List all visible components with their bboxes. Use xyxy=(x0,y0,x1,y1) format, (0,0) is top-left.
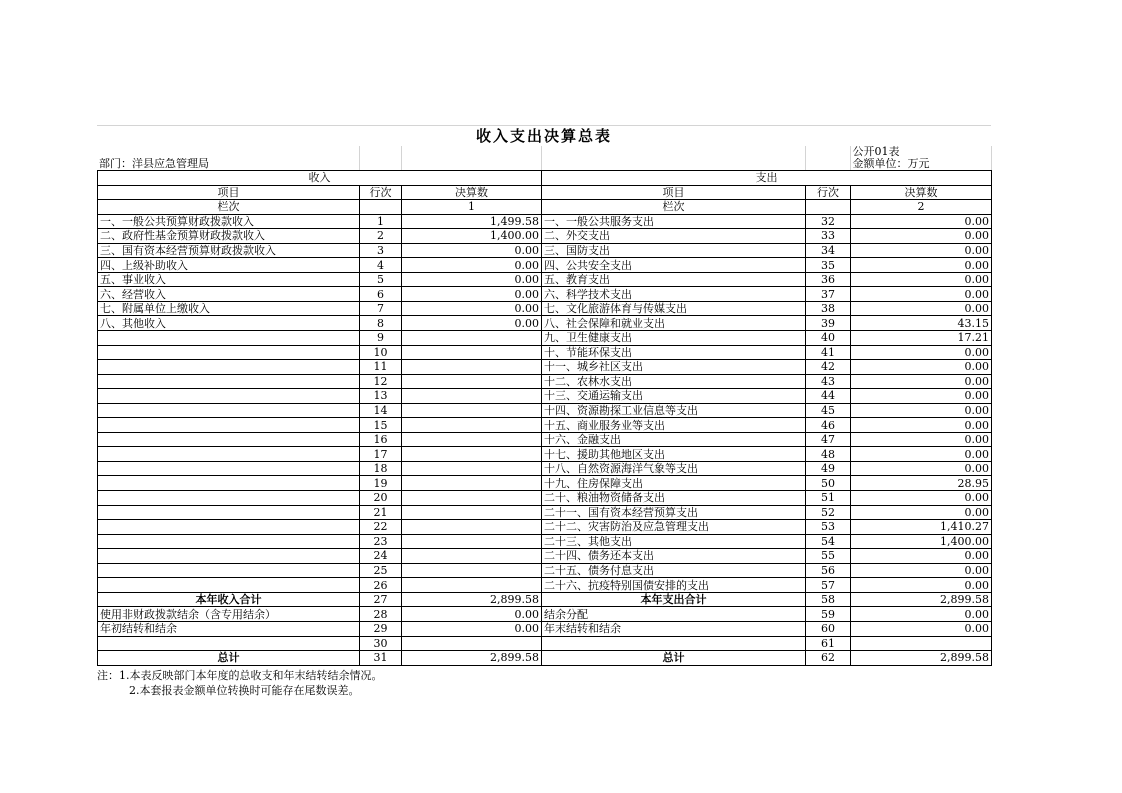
total-row xyxy=(98,651,992,666)
income-amount-cell: 0.00 xyxy=(402,272,542,287)
income-item-cell: 二、政府性基金预算财政拨款收入 xyxy=(98,229,360,244)
income-rowno-cell: 19 xyxy=(360,476,402,491)
income-item-cell xyxy=(98,461,360,476)
expense-amount-cell: 0.00 xyxy=(851,607,992,622)
expense-rowno-cell: 33 xyxy=(806,229,851,244)
expense-amount-cell: 0.00 xyxy=(851,214,992,229)
income-item-cell xyxy=(98,491,360,506)
expense-item-cell: 一、一般公共服务支出 xyxy=(542,214,806,229)
expense-item-header: 项目 xyxy=(542,185,806,200)
expense-item-cell: 结余分配 xyxy=(542,607,806,622)
income-item-cell: 一、一般公共预算财政拨款收入 xyxy=(98,214,360,229)
income-item-cell xyxy=(98,331,360,346)
expense-rowno-cell: 44 xyxy=(806,389,851,404)
income-item-cell: 七、附属单位上缴收入 xyxy=(98,301,360,316)
expense-amount-cell: 0.00 xyxy=(851,301,992,316)
income-rowno-cell: 30 xyxy=(360,636,402,651)
income-item-header: 项目 xyxy=(98,185,360,200)
note-1: 注：1.本表反映部门本年度的总收支和年末结转结余情况。 xyxy=(97,668,383,682)
income-rowno-cell: 10 xyxy=(360,345,402,360)
expense-item-cell: 十二、农林水支出 xyxy=(542,374,806,389)
income-amount-cell xyxy=(402,636,542,651)
expense-item-cell: 十四、资源勘探工业信息等支出 xyxy=(542,403,806,418)
income-amount-cell xyxy=(402,345,542,360)
table-row xyxy=(98,418,992,433)
expense-amount-cell: 0.00 xyxy=(851,272,992,287)
expense-amount-cell: 0.00 xyxy=(851,447,992,462)
table-row xyxy=(98,621,992,636)
income-amount-cell xyxy=(402,578,542,593)
expense-amount-cell: 0.00 xyxy=(851,229,992,244)
expense-item-cell: 年末结转和结余 xyxy=(542,621,806,636)
expense-rowno-cell: 45 xyxy=(806,403,851,418)
income-rowno-cell: 21 xyxy=(360,505,402,520)
expense-rowno-cell: 47 xyxy=(806,432,851,447)
expense-rowno-cell: 54 xyxy=(806,534,851,549)
expense-item-cell: 十六、金融支出 xyxy=(542,432,806,447)
expense-section-header: 支出 xyxy=(542,171,992,186)
income-item-cell xyxy=(98,563,360,578)
expense-column-label: 栏次 xyxy=(542,200,806,215)
table-row xyxy=(98,389,992,404)
income-column-number: 1 xyxy=(402,200,542,215)
table-row xyxy=(98,636,992,651)
expense-rowno-cell: 40 xyxy=(806,331,851,346)
table-row xyxy=(98,287,992,302)
expense-rowno-cell: 56 xyxy=(806,563,851,578)
income-rowno-cell: 26 xyxy=(360,578,402,593)
expense-rowno-cell: 35 xyxy=(806,258,851,273)
income-rowno-cell: 12 xyxy=(360,374,402,389)
table-row xyxy=(98,549,992,564)
income-item-cell xyxy=(98,549,360,564)
unit-label: 金额单位：万元 xyxy=(850,158,991,170)
income-rowno-cell: 4 xyxy=(360,258,402,273)
report-title: 收入支出决算总表 xyxy=(97,125,991,146)
income-amount-cell xyxy=(402,374,542,389)
table-row xyxy=(98,331,992,346)
table-row xyxy=(98,563,992,578)
expense-item-cell: 四、公共安全支出 xyxy=(542,258,806,273)
expense-column-number: 2 xyxy=(851,200,992,215)
income-amount-cell: 1,400.00 xyxy=(402,229,542,244)
table-row xyxy=(98,301,992,316)
income-amount-cell xyxy=(402,491,542,506)
income-rowno-cell: 3 xyxy=(360,243,402,258)
expense-amount-cell: 2,899.58 xyxy=(851,651,992,666)
expense-amount-cell: 0.00 xyxy=(851,360,992,375)
income-amount-cell xyxy=(402,432,542,447)
expense-amount-cell: 0.00 xyxy=(851,461,992,476)
income-amount-cell xyxy=(402,520,542,535)
table-row xyxy=(98,214,992,229)
income-rowno-cell: 18 xyxy=(360,461,402,476)
expense-item-cell: 二十三、其他支出 xyxy=(542,534,806,549)
income-item-cell xyxy=(98,389,360,404)
income-rowno-cell: 25 xyxy=(360,563,402,578)
income-rowno-cell: 27 xyxy=(360,592,402,607)
income-item-cell: 三、国有资本经营预算财政拨款收入 xyxy=(98,243,360,258)
income-item-cell xyxy=(98,534,360,549)
summary-table xyxy=(97,170,992,666)
income-item-cell: 年初结转和结余 xyxy=(98,621,360,636)
income-rowno-cell: 17 xyxy=(360,447,402,462)
expense-rowno-cell: 37 xyxy=(806,287,851,302)
income-rowno-cell: 22 xyxy=(360,520,402,535)
income-amount-cell: 1,499.58 xyxy=(402,214,542,229)
income-rowno-cell: 14 xyxy=(360,403,402,418)
income-item-cell xyxy=(98,403,360,418)
subtotal-row xyxy=(98,592,992,607)
expense-item-cell: 八、社会保障和就业支出 xyxy=(542,316,806,331)
income-rowno-cell: 24 xyxy=(360,549,402,564)
expense-amount-cell: 0.00 xyxy=(851,578,992,593)
expense-amount-header: 决算数 xyxy=(851,185,992,200)
expense-item-cell xyxy=(542,636,806,651)
table-row xyxy=(98,345,992,360)
table-row xyxy=(98,461,992,476)
income-amount-cell xyxy=(402,461,542,476)
expense-item-cell: 十一、城乡社区支出 xyxy=(542,360,806,375)
expense-rowno-cell: 38 xyxy=(806,301,851,316)
expense-item-cell: 六、科学技术支出 xyxy=(542,287,806,302)
income-item-cell: 总计 xyxy=(98,651,360,666)
expense-amount-cell: 17.21 xyxy=(851,331,992,346)
income-rowno-header: 行次 xyxy=(360,185,402,200)
income-amount-cell: 0.00 xyxy=(402,258,542,273)
income-amount-cell: 2,899.58 xyxy=(402,592,542,607)
expense-rowno-cell: 53 xyxy=(806,520,851,535)
expense-item-cell: 二十二、灾害防治及应急管理支出 xyxy=(542,520,806,535)
expense-item-cell: 十、节能环保支出 xyxy=(542,345,806,360)
table-row xyxy=(98,243,992,258)
note-2: 2.本套报表金额单位转换时可能存在尾数误差。 xyxy=(129,683,360,697)
expense-amount-cell: 0.00 xyxy=(851,403,992,418)
table-row xyxy=(98,374,992,389)
expense-rowno-cell: 48 xyxy=(806,447,851,462)
table-row xyxy=(98,432,992,447)
expense-amount-cell: 0.00 xyxy=(851,418,992,433)
table-row xyxy=(98,360,992,375)
expense-amount-cell: 0.00 xyxy=(851,432,992,447)
table-row xyxy=(98,272,992,287)
expense-item-cell: 总计 xyxy=(542,651,806,666)
table-row xyxy=(98,505,992,520)
expense-amount-cell: 0.00 xyxy=(851,491,992,506)
income-rowno-cell: 7 xyxy=(360,301,402,316)
expense-amount-cell xyxy=(851,636,992,651)
expense-amount-cell: 1,410.27 xyxy=(851,520,992,535)
table-row xyxy=(98,578,992,593)
income-item-cell xyxy=(98,447,360,462)
income-rowno-cell: 23 xyxy=(360,534,402,549)
income-amount-cell: 0.00 xyxy=(402,607,542,622)
income-amount-cell: 0.00 xyxy=(402,243,542,258)
expense-item-cell: 十七、援助其他地区支出 xyxy=(542,447,806,462)
income-rowno-cell: 8 xyxy=(360,316,402,331)
expense-item-cell: 二、外交支出 xyxy=(542,229,806,244)
table-row xyxy=(98,447,992,462)
expense-rowno-cell: 49 xyxy=(806,461,851,476)
expense-amount-cell: 0.00 xyxy=(851,345,992,360)
income-rowno-cell: 1 xyxy=(360,214,402,229)
expense-item-cell: 九、卫生健康支出 xyxy=(542,331,806,346)
expense-amount-cell: 28.95 xyxy=(851,476,992,491)
income-item-cell xyxy=(98,520,360,535)
income-item-cell xyxy=(98,374,360,389)
table-row xyxy=(98,316,992,331)
expense-rowno-cell: 61 xyxy=(806,636,851,651)
expense-amount-cell: 0.00 xyxy=(851,374,992,389)
table-row xyxy=(98,229,992,244)
income-amount-cell xyxy=(402,505,542,520)
income-column-label: 栏次 xyxy=(98,200,360,215)
expense-rowno-cell: 43 xyxy=(806,374,851,389)
income-item-cell xyxy=(98,432,360,447)
income-amount-cell xyxy=(402,534,542,549)
income-item-cell xyxy=(98,636,360,651)
expense-rowno-cell: 51 xyxy=(806,491,851,506)
expense-rowno-cell: 41 xyxy=(806,345,851,360)
expense-rowno-cell: 57 xyxy=(806,578,851,593)
income-amount-cell xyxy=(402,418,542,433)
expense-item-cell: 二十四、债务还本支出 xyxy=(542,549,806,564)
expense-amount-cell: 0.00 xyxy=(851,505,992,520)
expense-rowno-cell: 59 xyxy=(806,607,851,622)
table-row xyxy=(98,520,992,535)
income-section-header: 收入 xyxy=(98,171,542,186)
income-item-cell xyxy=(98,578,360,593)
income-amount-cell xyxy=(402,563,542,578)
department-label: 部门：洋县应急管理局 xyxy=(97,158,359,170)
income-amount-cell: 2,899.58 xyxy=(402,651,542,666)
expense-item-cell: 十八、自然资源海洋气象等支出 xyxy=(542,461,806,476)
expense-item-cell: 二十五、债务付息支出 xyxy=(542,563,806,578)
expense-amount-cell: 0.00 xyxy=(851,563,992,578)
income-amount-cell: 0.00 xyxy=(402,287,542,302)
income-rowno-cell: 15 xyxy=(360,418,402,433)
income-amount-header: 决算数 xyxy=(402,185,542,200)
expense-rowno-cell: 36 xyxy=(806,272,851,287)
income-item-cell: 使用非财政拨款结余（含专用结余） xyxy=(98,607,360,622)
expense-item-cell: 十九、住房保障支出 xyxy=(542,476,806,491)
expense-rowno-cell: 32 xyxy=(806,214,851,229)
income-amount-cell xyxy=(402,360,542,375)
expense-rowno-cell: 55 xyxy=(806,549,851,564)
expense-amount-cell: 0.00 xyxy=(851,287,992,302)
income-rowno-cell: 28 xyxy=(360,607,402,622)
income-rowno-cell: 5 xyxy=(360,272,402,287)
income-amount-cell: 0.00 xyxy=(402,316,542,331)
income-rowno-cell: 2 xyxy=(360,229,402,244)
income-rowno-cell: 16 xyxy=(360,432,402,447)
income-amount-cell xyxy=(402,476,542,491)
report-sheet xyxy=(97,125,991,698)
expense-rowno-cell: 52 xyxy=(806,505,851,520)
income-amount-cell xyxy=(402,389,542,404)
expense-rowno-cell: 60 xyxy=(806,621,851,636)
expense-amount-cell: 0.00 xyxy=(851,258,992,273)
income-amount-cell xyxy=(402,447,542,462)
expense-item-cell: 本年支出合计 xyxy=(542,592,806,607)
expense-rowno-cell: 50 xyxy=(806,476,851,491)
expense-item-cell: 二十一、国有资本经营预算支出 xyxy=(542,505,806,520)
income-rowno-cell: 11 xyxy=(360,360,402,375)
expense-item-cell: 十三、交通运输支出 xyxy=(542,389,806,404)
expense-rowno-cell: 58 xyxy=(806,592,851,607)
expense-amount-cell: 43.15 xyxy=(851,316,992,331)
expense-amount-cell: 1,400.00 xyxy=(851,534,992,549)
income-rowno-cell: 20 xyxy=(360,491,402,506)
expense-rowno-cell: 46 xyxy=(806,418,851,433)
expense-amount-cell: 0.00 xyxy=(851,243,992,258)
income-rowno-cell: 29 xyxy=(360,621,402,636)
income-item-cell: 五、事业收入 xyxy=(98,272,360,287)
table-row xyxy=(98,258,992,273)
expense-item-cell: 十五、商业服务业等支出 xyxy=(542,418,806,433)
expense-item-cell: 二十、粮油物资储备支出 xyxy=(542,491,806,506)
income-item-cell xyxy=(98,505,360,520)
expense-amount-cell: 0.00 xyxy=(851,549,992,564)
income-rowno-cell: 9 xyxy=(360,331,402,346)
table-row xyxy=(98,491,992,506)
expense-amount-cell: 2,899.58 xyxy=(851,592,992,607)
expense-rowno-cell: 42 xyxy=(806,360,851,375)
expense-item-cell: 二十六、抗疫特别国债安排的支出 xyxy=(542,578,806,593)
form-code: 公开01表 xyxy=(850,146,991,158)
income-item-cell: 六、经营收入 xyxy=(98,287,360,302)
income-item-cell: 本年收入合计 xyxy=(98,592,360,607)
income-rowno-cell: 6 xyxy=(360,287,402,302)
income-rowno-cell: 31 xyxy=(360,651,402,666)
table-row xyxy=(98,607,992,622)
income-amount-cell xyxy=(402,403,542,418)
expense-item-cell: 五、教育支出 xyxy=(542,272,806,287)
income-amount-cell: 0.00 xyxy=(402,621,542,636)
income-amount-cell: 0.00 xyxy=(402,301,542,316)
expense-item-cell: 三、国防支出 xyxy=(542,243,806,258)
table-row xyxy=(98,476,992,491)
table-row xyxy=(98,534,992,549)
income-item-cell: 四、上级补助收入 xyxy=(98,258,360,273)
income-item-cell xyxy=(98,476,360,491)
report-header xyxy=(97,146,992,170)
income-amount-cell xyxy=(402,331,542,346)
income-item-cell xyxy=(98,345,360,360)
expense-amount-cell: 0.00 xyxy=(851,389,992,404)
report-notes xyxy=(97,668,991,698)
expense-rowno-header: 行次 xyxy=(806,185,851,200)
income-item-cell: 八、其他收入 xyxy=(98,316,360,331)
income-item-cell xyxy=(98,418,360,433)
expense-item-cell: 七、文化旅游体育与传媒支出 xyxy=(542,301,806,316)
expense-rowno-cell: 62 xyxy=(806,651,851,666)
income-rowno-cell: 13 xyxy=(360,389,402,404)
table-row xyxy=(98,403,992,418)
income-item-cell xyxy=(98,360,360,375)
expense-amount-cell: 0.00 xyxy=(851,621,992,636)
expense-rowno-cell: 39 xyxy=(806,316,851,331)
income-amount-cell xyxy=(402,549,542,564)
expense-rowno-cell: 34 xyxy=(806,243,851,258)
